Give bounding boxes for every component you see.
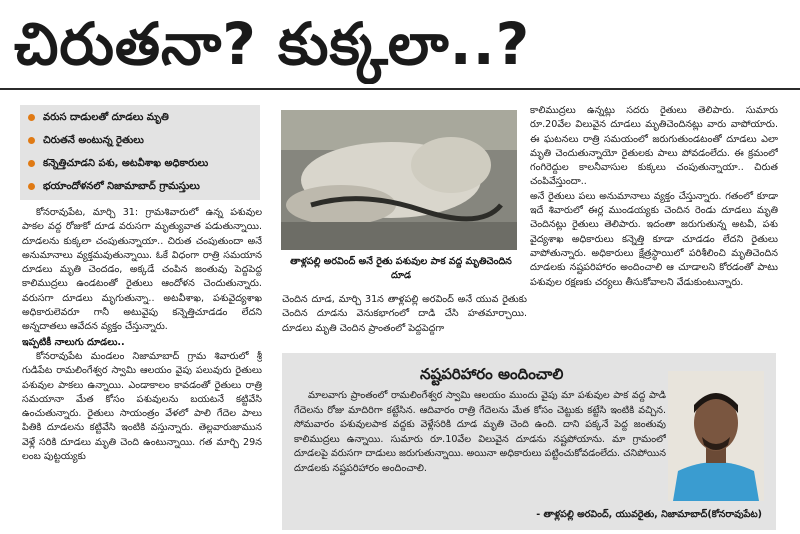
box-title: నష్టపరిహారం అందించాలి [420,365,564,383]
bullet-dot-icon [28,114,35,121]
headline: చిరుతనా? కుక్కలా..? [14,10,531,78]
dead-calf-photo [281,110,517,250]
bullet-dot-icon [28,160,35,167]
photo-caption: తాళ్లపల్లి అరవింద్ అనే రైతు పశువుల పాక వద్ద మృతిచెందిన దూడ [290,256,512,281]
subheading: ఇప్పటికీ నాలుగు దూడలు.. [22,336,125,348]
right-column [530,104,778,350]
highlight-item [20,130,260,151]
headline-rule [0,88,800,90]
body-paragraph: కాలిముద్రలు ఉన్నట్లు సదరు రైతులు తెలిపారు. సుమారు రూ.20వేల విలువైన దూడలు మృతిచెందినట్లు వారు వాపోయారు. ఈ ఘటనలు రాత్రి సమయంలో జరుగుతుండటంతో దూడలు ఎలా మృతి చెందుతున్నాయో రైతులకు పాలు పోవడంలేదు. ఈ క్రమంలో గంగిరెద్దుల కాలనీవాసుల కుక్కలు చంపుతున్నాయా.. చిరుత చంపివేస్తుందా.. [530,105,778,188]
middle-column [282,293,527,355]
highlight-item [20,153,260,174]
calf-image [281,110,517,250]
box-text: మాలవాగు ప్రాంతంలో రామలింగేశ్వర స్వామి ఆలయం ముందు వైపు మా పశువుల పాక వద్ద పాడి గేదెలను రోజు మాదిరిగా కట్టేసిన. ఆదివారం రాత్రి గేదెలను మేత కోసం చెట్టుకు కట్టేసి ఇంటికి వచ్చిన. సోమవారం పశువులపాక వద్దకు వెళ్లేసరికి దూడ మృతి చెంది ఉంది. దాని పక్కనే పెద్ద జంతువు కాలిముద్రలు ఉన్నాయి. సుమారు రూ.10వేల విలువైన దూడను నష్టపోయాను. మా గ్రామంలో దూడలపై వరుసగా దాడులు జరుగుతున్నాయి. అయినా అధికారులు పట్టించుకోవడంలేదు. చనిపోయిన దూడలకు నష్టపరిహారం అందించాలి. [294,390,666,474]
body-paragraph: కోనరావుపేట, మార్చి 31: గ్రామశివారులో ఉన్న పశువుల పాకల వద్ద రోజుకో దూడ వరుసగా మృత్యువాత పడుతున్నాయి. దూడలను కుక్కలా చంపుతున్నాయా.. చిరుత చంపుతుందా అనే అనుమానాలు వ్యక్తమవుతున్నాయి. ఓకే విధంగా రాత్రి సమయాన దూడలు మృతి చెందడం, అక్కడే చంపిన జంతువు పెద్దపెద్ద కాలిముద్రలు ఉండటంతో రైతులు ఆందోళన చెందుతున్నారు. వరుసగా దూడలు మృగుతున్నా.. అటవీశాఖ, పశువైద్యశాఖ అధికారులెవరూ గానీ అటువైపు కన్నెత్తిచూడడం లేదని అన్నదాతలు ఆవేదన వ్యక్తం చేస్తున్నారు. [22,207,262,333]
farmer-portrait [668,371,764,501]
highlight-text: భయాందోళనలో నిజామాబాద్ గ్రామస్తులు [43,180,200,192]
highlight-item [20,107,260,128]
portrait-image [668,371,764,501]
highlight-text: వరుస దాడులతో దూడలు మృతి [43,111,169,123]
body-paragraph: కోనరావుపేట మండలం నిజామాబాద్ గ్రామ శివారులో శ్రీ గుడిపేట రామలింగేశ్వర స్వామి ఆలయం వైపు పలువురు రైతులు పశువుల పాకలు ఉన్నాయి. ఎండాకాలం కావడంతో రైతులు రాత్రి సమయానా మేత కోసం పశువులను బయటనే కట్టివేసి ఉంచుతున్నారు. రైతులు సాయంత్రం వేళలో పాలి గేదెల పాలు పితికి దూడలను కట్టివేసి ఇంటికి వస్తున్నారు. తెల్లవారుజామున వెళ్లే సరికి దూడలు మృతి చెంది ఉంటున్నాయి. గత మార్చి 29న లంబ పుట్టయ్యకు [22,350,262,463]
highlights-box [20,105,260,200]
highlight-text: చిరుతనే అంటున్న రైతులు [43,134,144,146]
quote-credit: - తాళ్లపల్లి అరవింద్, యువరైతు, నిజామాబాద్(కోనరావుపేట) [536,509,762,520]
body-paragraph: చెందిన దూడ, మార్చి 31న తాళ్లపల్లి అరవింద్ అనే యువ రైతుకు చెందిన దూడను వెనుకభాగంలో దాడి చేసి హతమార్చాయి. దూడలు మృతి చెందిన ప్రాంతంలో పెద్దపెద్దగా [282,294,527,334]
body-paragraph: అనే రైతులు పలు అనుమానాలు వ్యక్తం చేస్తున్నారు. గతంలో కూడా ఇదే శివారులో ఈర్ల ముండయ్యకు చెందిన రెండు దూడలు మృతి చెందినట్లు రైతులు తెలిపారు. ఇదంతా జరుగుతున్న అటవీ, పశు వైద్యశాఖ అధికారులు కన్నెత్తి కూడా చూడడం లేదని రైతులు వాపోతున్నారు. అధికారులు క్షేత్రస్థాయిలో పరిశీలించి మృతిచెందిన దూడలకు నష్టపరిహారం అందించాలి ఆ చూడాలని కోరడంతో పాటు పశువుల రక్షణకు చర్యలు తీసుకోవాలని వేడుకుంటున్నారు. [530,190,778,288]
highlight-item [20,176,260,197]
bullet-dot-icon [28,183,35,190]
bullet-dot-icon [28,137,35,144]
quote-box [282,353,776,530]
left-column [22,206,262,532]
highlight-text: కన్నెత్తిచూడని పశు, అటవీశాఖ అధికారులు [43,157,209,169]
